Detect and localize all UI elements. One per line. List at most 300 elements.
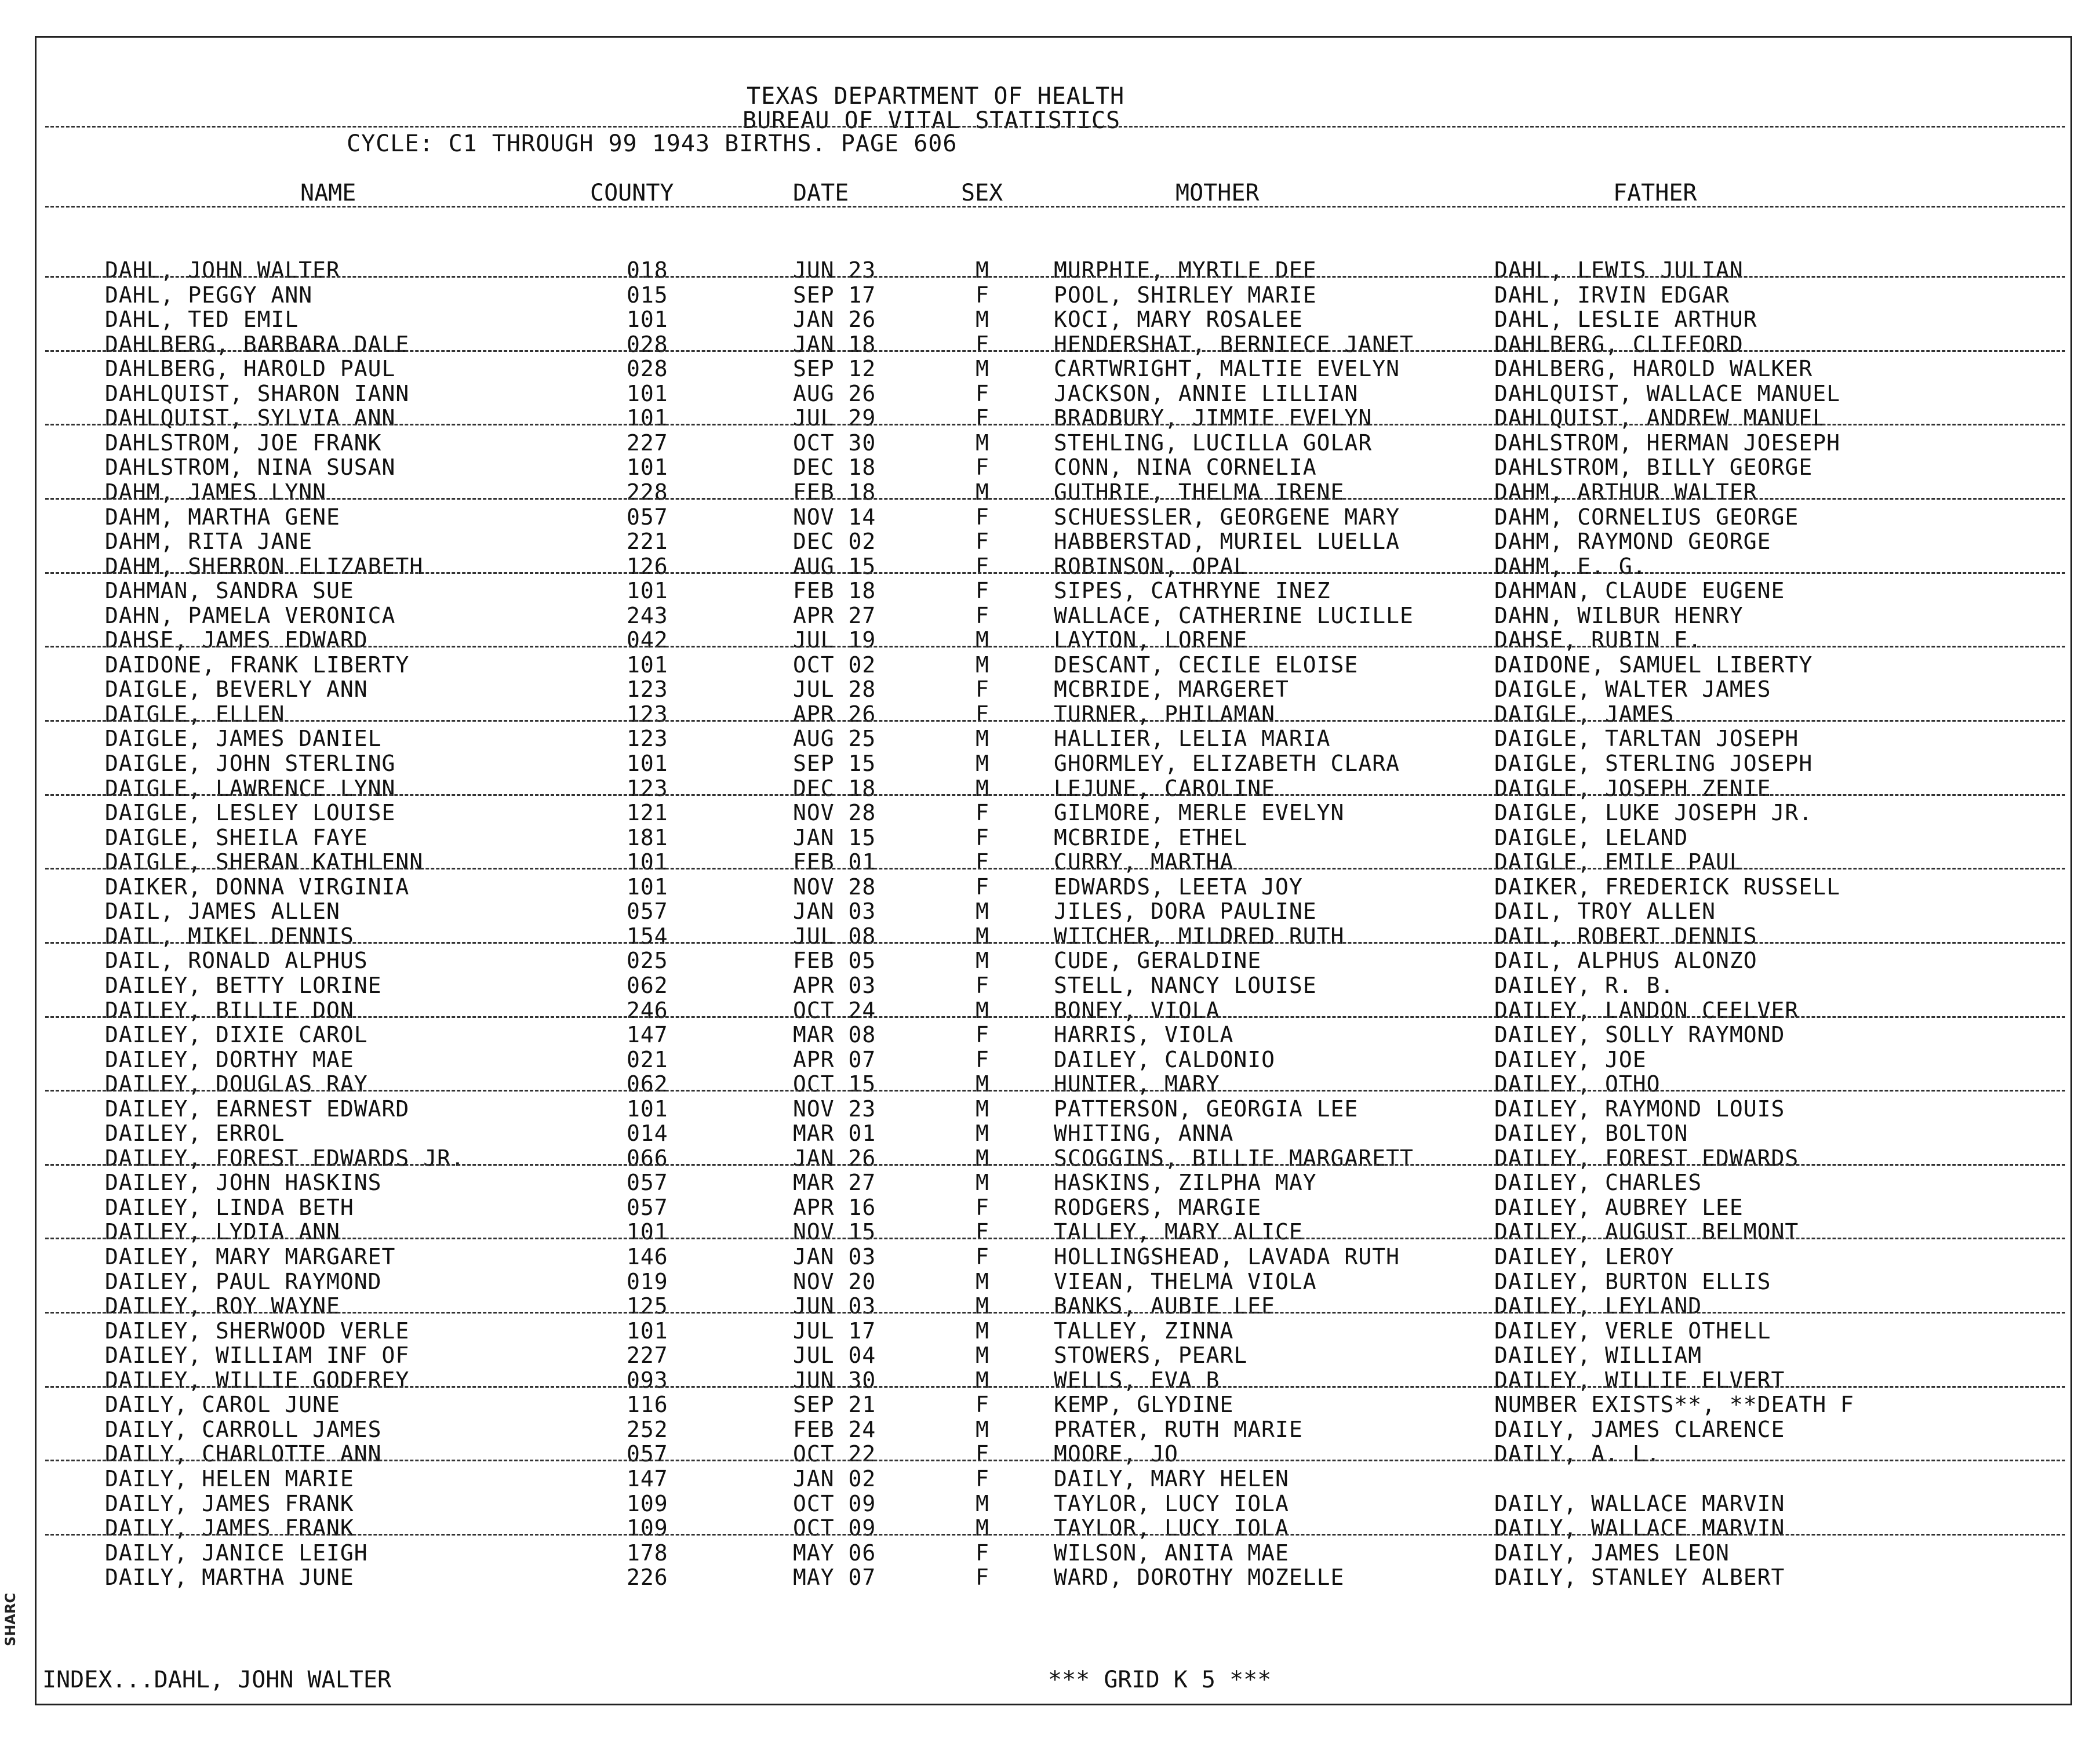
- cell-county: 057: [627, 504, 668, 530]
- cell-name: DAILEY, BETTY LORINE: [105, 972, 382, 998]
- cell-sex: M: [976, 1120, 989, 1147]
- cell-name: DAHL, TED EMIL: [105, 307, 299, 333]
- cell-county: 101: [627, 849, 668, 875]
- cell-sex: F: [976, 800, 989, 826]
- cell-mother: PRATER, RUTH MARIE: [1054, 1416, 1303, 1442]
- cell-father: DAILEY, SOLLY RAYMOND: [1494, 1022, 1785, 1048]
- cell-date: DEC 18: [793, 454, 876, 481]
- cell-name: DAHN, PAMELA VERONICA: [105, 602, 396, 628]
- cell-name: DAHMAN, SANDRA SUE: [105, 578, 354, 604]
- cell-sex: F: [976, 405, 989, 431]
- cycle-line: CYCLE: C1 THROUGH 99 1943 BIRTHS. PAGE 606: [347, 130, 958, 157]
- cell-date: JAN 03: [793, 898, 876, 925]
- cell-mother: GUTHRIE, THELMA IRENE: [1054, 479, 1345, 505]
- cell-father: DAILEY, FOREST EDWARDS: [1494, 1145, 1799, 1171]
- cell-father: DAIGLE, LELAND: [1494, 824, 1688, 850]
- cell-name: DAILEY, FOREST EDWARDS JR.: [105, 1145, 465, 1171]
- cell-sex: M: [976, 1096, 989, 1122]
- cell-date: JUN 03: [793, 1293, 876, 1319]
- cell-father: DAIGLE, LUKE JOSEPH JR.: [1494, 800, 1813, 826]
- table-row: [37, 1565, 2065, 1589]
- table-row: [37, 1195, 2065, 1220]
- cell-father: DAILEY, VERLE OTHELL: [1494, 1318, 1771, 1344]
- cell-father: DAHLSTROM, HERMAN JOESEPH: [1494, 430, 1840, 456]
- cell-date: DEC 02: [793, 529, 876, 555]
- cell-father: DAILEY, WILLIAM: [1494, 1343, 1702, 1369]
- cell-mother: HASKINS, ZILPHA MAY: [1054, 1170, 1317, 1196]
- cell-mother: DAILY, MARY HELEN: [1054, 1465, 1289, 1491]
- cell-date: AUG 25: [793, 726, 876, 752]
- cell-name: DAHL, PEGGY ANN: [105, 282, 313, 308]
- cell-father: DAHM, E. G.: [1494, 553, 1647, 579]
- cell-mother: MCBRIDE, ETHEL: [1054, 824, 1248, 850]
- cell-mother: WITCHER, MILDRED RUTH: [1054, 923, 1345, 949]
- cell-county: 246: [627, 997, 668, 1023]
- cell-date: MAY 07: [793, 1565, 876, 1591]
- cell-date: MAR 27: [793, 1170, 876, 1196]
- cell-county: 121: [627, 800, 668, 826]
- table-row: [37, 1047, 2065, 1072]
- side-stamp: SHARC: [2, 1592, 19, 1646]
- table-row: [37, 1220, 2065, 1244]
- cell-county: 101: [627, 1096, 668, 1122]
- cell-sex: M: [976, 627, 989, 653]
- cell-name: DAIGLE, SHERAN KATHLENN: [105, 849, 424, 875]
- cell-mother: WHITING, ANNA: [1054, 1120, 1234, 1147]
- cell-father: DAHM, CORNELIUS GEORGE: [1494, 504, 1799, 530]
- cell-name: DAHM, RITA JANE: [105, 529, 313, 555]
- cell-sex: F: [976, 380, 989, 406]
- table-row: [37, 1146, 2065, 1170]
- cell-date: JUL 28: [793, 676, 876, 703]
- cell-date: JAN 03: [793, 1244, 876, 1269]
- cell-father: DAIL, ALPHUS ALONZO: [1494, 948, 1757, 974]
- cell-sex: M: [976, 923, 989, 949]
- table-row: [37, 702, 2065, 726]
- cell-county: 101: [627, 751, 668, 776]
- cell-mother: KOCI, MARY ROSALEE: [1054, 307, 1303, 333]
- cell-name: DAILEY, PAUL RAYMOND: [105, 1268, 382, 1294]
- cell-mother: MCBRIDE, MARGERET: [1054, 676, 1289, 703]
- cell-sex: M: [976, 257, 989, 283]
- cell-county: 042: [627, 627, 668, 653]
- cell-date: FEB 18: [793, 479, 876, 505]
- cell-mother: WALLACE, CATHERINE LUCILLE: [1054, 602, 1414, 628]
- cell-sex: M: [976, 1416, 989, 1442]
- cell-name: DAILEY, LINDA BETH: [105, 1194, 354, 1220]
- cell-county: 252: [627, 1416, 668, 1442]
- cell-date: APR 27: [793, 602, 876, 628]
- cell-name: DAHLQUIST, SYLVIA ANN: [105, 405, 396, 431]
- cell-father: DAILY, A. L.: [1494, 1441, 1661, 1467]
- cell-sex: F: [976, 504, 989, 530]
- cell-date: OCT 09: [793, 1515, 876, 1541]
- cell-mother: TALLEY, MARY ALICE: [1054, 1219, 1303, 1245]
- cell-county: 146: [627, 1244, 668, 1269]
- table-row: [37, 1541, 2065, 1565]
- cell-mother: LEJUNE, CAROLINE: [1054, 775, 1276, 801]
- cell-mother: KEMP, GLYDINE: [1054, 1392, 1234, 1418]
- table-row: [37, 875, 2065, 899]
- cell-county: 147: [627, 1465, 668, 1491]
- cell-sex: M: [976, 1268, 989, 1294]
- cell-date: FEB 18: [793, 578, 876, 604]
- cell-name: DAILEY, BILLIE DON: [105, 997, 354, 1023]
- cell-county: 228: [627, 479, 668, 505]
- cell-mother: HARRIS, VIOLA: [1054, 1022, 1234, 1048]
- table-row: [37, 948, 2065, 973]
- cell-sex: M: [976, 726, 989, 752]
- table-row: [37, 1491, 2065, 1516]
- bureau-title: BUREAU OF VITAL STATISTICS: [743, 107, 1121, 134]
- cell-county: 123: [627, 775, 668, 801]
- cell-county: 123: [627, 726, 668, 752]
- cell-name: DAILEY, DOUGLAS RAY: [105, 1071, 368, 1097]
- cell-date: JUL 19: [793, 627, 876, 653]
- cell-mother: MOORE, JO: [1054, 1441, 1178, 1467]
- cell-mother: MURPHIE, MYRTLE DEE: [1054, 257, 1317, 283]
- cell-date: APR 26: [793, 701, 876, 727]
- cell-father: DAHLQUIST, ANDREW MANUEL: [1494, 405, 1827, 431]
- cell-sex: M: [976, 1515, 989, 1541]
- cell-sex: F: [976, 1046, 989, 1072]
- cell-county: 057: [627, 1441, 668, 1467]
- cell-date: SEP 15: [793, 751, 876, 776]
- cell-sex: M: [976, 1071, 989, 1097]
- cell-mother: POOL, SHIRLEY MARIE: [1054, 282, 1317, 308]
- cell-date: OCT 22: [793, 1441, 876, 1467]
- table-row: [37, 677, 2065, 701]
- table-row: [37, 1417, 2065, 1442]
- cell-name: DAHLBERG, BARBARA DALE: [105, 331, 410, 357]
- cell-name: DAIKER, DONNA VIRGINIA: [105, 874, 410, 900]
- cell-name: DAIGLE, SHEILA FAYE: [105, 824, 368, 850]
- cell-name: DAILEY, SHERWOOD VERLE: [105, 1318, 410, 1344]
- table-row: [37, 1442, 2065, 1466]
- cell-mother: HUNTER, MARY: [1054, 1071, 1220, 1097]
- cell-name: DAILY, MARTHA JUNE: [105, 1565, 354, 1591]
- cell-mother: GHORMLEY, ELIZABETH CLARA: [1054, 751, 1400, 776]
- table-row: [37, 356, 2065, 381]
- table-row: [37, 1392, 2065, 1417]
- cell-date: OCT 09: [793, 1490, 876, 1516]
- cell-name: DAIGLE, JAMES DANIEL: [105, 726, 382, 752]
- cell-date: JUN 30: [793, 1367, 876, 1393]
- cell-name: DAIGLE, LESLEY LOUISE: [105, 800, 396, 826]
- cell-sex: F: [976, 1219, 989, 1245]
- cell-name: DAHM, MARTHA GENE: [105, 504, 340, 530]
- cell-date: MAY 06: [793, 1540, 876, 1566]
- cell-mother: HALLIER, LELIA MARIA: [1054, 726, 1331, 752]
- cell-sex: M: [976, 948, 989, 974]
- cell-father: DAHM, ARTHUR WALTER: [1494, 479, 1757, 505]
- table-row: [37, 258, 2065, 282]
- cell-mother: SIPES, CATHRYNE INEZ: [1054, 578, 1331, 604]
- cell-mother: JILES, DORA PAULINE: [1054, 898, 1317, 925]
- cell-sex: F: [976, 824, 989, 850]
- cell-county: 109: [627, 1490, 668, 1516]
- table-row: [37, 1072, 2065, 1096]
- column-header-name: NAME: [300, 180, 356, 206]
- cell-date: OCT 30: [793, 430, 876, 456]
- cell-county: 101: [627, 454, 668, 481]
- cell-county: 015: [627, 282, 668, 308]
- cell-father: DAHLQUIST, WALLACE MANUEL: [1494, 380, 1840, 406]
- cell-county: 019: [627, 1268, 668, 1294]
- cell-date: JUN 23: [793, 257, 876, 283]
- cell-name: DAILEY, MARY MARGARET: [105, 1244, 396, 1269]
- cell-father: DAILEY, LANDON CEELVER: [1494, 997, 1799, 1023]
- cell-county: 057: [627, 1170, 668, 1196]
- cell-mother: SCOGGINS, BILLIE MARGARETT: [1054, 1145, 1414, 1171]
- cell-mother: CONN, NINA CORNELIA: [1054, 454, 1317, 481]
- cell-sex: F: [976, 972, 989, 998]
- cell-date: MAR 01: [793, 1120, 876, 1147]
- table-row: [37, 579, 2065, 603]
- cell-sex: M: [976, 1293, 989, 1319]
- cell-father: DAIKER, FREDERICK RUSSELL: [1494, 874, 1840, 900]
- cell-county: 101: [627, 1219, 668, 1245]
- cell-mother: STEHLING, LUCILLA GOLAR: [1054, 430, 1373, 456]
- table-row: [37, 529, 2065, 554]
- cell-sex: F: [976, 454, 989, 481]
- cell-name: DAIGLE, BEVERLY ANN: [105, 676, 368, 703]
- table-row: [37, 1294, 2065, 1318]
- cell-county: 101: [627, 307, 668, 333]
- table-row: [37, 1368, 2065, 1392]
- cell-father: DAIGLE, JOSEPH ZENIE: [1494, 775, 1771, 801]
- cell-mother: HOLLINGSHEAD, LAVADA RUTH: [1054, 1244, 1400, 1269]
- cell-sex: M: [976, 1170, 989, 1196]
- column-header-date: DATE: [793, 180, 849, 206]
- cell-county: 021: [627, 1046, 668, 1072]
- cell-sex: F: [976, 331, 989, 357]
- table-row: [37, 628, 2065, 652]
- cell-date: JAN 18: [793, 331, 876, 357]
- cell-sex: M: [976, 356, 989, 382]
- cell-date: NOV 28: [793, 800, 876, 826]
- cell-county: 227: [627, 1343, 668, 1369]
- cell-father: DAILY, JAMES CLARENCE: [1494, 1416, 1785, 1442]
- table-row: [37, 1097, 2065, 1121]
- cell-name: DAIL, RONALD ALPHUS: [105, 948, 368, 974]
- table-row: [37, 1121, 2065, 1145]
- cell-sex: F: [976, 578, 989, 604]
- cell-name: DAILY, CAROL JUNE: [105, 1392, 340, 1418]
- cell-county: 101: [627, 1318, 668, 1344]
- cell-name: DAILEY, WILLIE GODFREY: [105, 1367, 410, 1393]
- table-row: [37, 554, 2065, 579]
- cell-sex: M: [976, 1343, 989, 1369]
- cell-county: 125: [627, 1293, 668, 1319]
- cell-mother: LAYTON, LORENE: [1054, 627, 1248, 653]
- cell-name: DAILEY, WILLIAM INF OF: [105, 1343, 410, 1369]
- cell-sex: F: [976, 1194, 989, 1220]
- cell-mother: DESCANT, CECILE ELOISE: [1054, 652, 1359, 678]
- cell-name: DAHL, JOHN WALTER: [105, 257, 340, 283]
- grid-reference: *** GRID K 5 ***: [1048, 1667, 1272, 1693]
- cell-county: 123: [627, 676, 668, 703]
- cell-name: DAHLBERG, HAROLD PAUL: [105, 356, 396, 382]
- table-row: [37, 776, 2065, 801]
- cell-date: FEB 05: [793, 948, 876, 974]
- cell-county: 123: [627, 701, 668, 727]
- cell-name: DAHLQUIST, SHARON IANN: [105, 380, 410, 406]
- cell-sex: M: [976, 307, 989, 333]
- cell-name: DAILY, JAMES FRANK: [105, 1515, 354, 1541]
- cell-county: 093: [627, 1367, 668, 1393]
- cell-date: NOV 23: [793, 1096, 876, 1122]
- cell-sex: F: [976, 282, 989, 308]
- cell-date: DEC 18: [793, 775, 876, 801]
- cell-mother: ROBINSON, OPAL: [1054, 553, 1248, 579]
- table-row: [37, 924, 2065, 948]
- cell-mother: RODGERS, MARGIE: [1054, 1194, 1262, 1220]
- cell-father: DAILY, JAMES LEON: [1494, 1540, 1730, 1566]
- cell-county: 243: [627, 602, 668, 628]
- cell-sex: F: [976, 602, 989, 628]
- cell-mother: TAYLOR, LUCY IOLA: [1054, 1515, 1289, 1541]
- cell-father: DAIDONE, SAMUEL LIBERTY: [1494, 652, 1813, 678]
- cell-date: JUL 04: [793, 1343, 876, 1369]
- cell-father: DAILEY, AUBREY LEE: [1494, 1194, 1744, 1220]
- cell-sex: M: [976, 751, 989, 776]
- cell-mother: BANKS, AUBIE LEE: [1054, 1293, 1276, 1319]
- cell-date: JAN 15: [793, 824, 876, 850]
- cell-name: DAILEY, DIXIE CAROL: [105, 1022, 368, 1048]
- cell-county: 057: [627, 898, 668, 925]
- column-header-county: COUNTY: [590, 180, 674, 206]
- cell-county: 028: [627, 356, 668, 382]
- cell-name: DAHM, JAMES LYNN: [105, 479, 327, 505]
- cell-county: 028: [627, 331, 668, 357]
- cell-sex: F: [976, 1565, 989, 1591]
- cell-mother: JACKSON, ANNIE LILLIAN: [1054, 380, 1359, 406]
- department-title: TEXAS DEPARTMENT OF HEALTH: [747, 83, 1125, 110]
- cell-father: DAILEY, BOLTON: [1494, 1120, 1688, 1147]
- cell-father: DAILEY, RAYMOND LOUIS: [1494, 1096, 1785, 1122]
- cell-date: JUL 17: [793, 1318, 876, 1344]
- cell-father: DAILEY, CHARLES: [1494, 1170, 1702, 1196]
- cell-date: JUL 29: [793, 405, 876, 431]
- cell-name: DAILY, CHARLOTTE ANN: [105, 1441, 382, 1467]
- column-header-father: FATHER: [1613, 180, 1697, 206]
- cell-date: NOV 14: [793, 504, 876, 530]
- cell-father: DAILY, WALLACE MARVIN: [1494, 1515, 1785, 1541]
- cell-father: DAIGLE, JAMES: [1494, 701, 1675, 727]
- cell-sex: F: [976, 676, 989, 703]
- cell-father: DAHL, IRVIN EDGAR: [1494, 282, 1730, 308]
- cell-sex: M: [976, 652, 989, 678]
- table-row: [37, 1245, 2065, 1269]
- cell-date: OCT 15: [793, 1071, 876, 1097]
- cell-date: SEP 17: [793, 282, 876, 308]
- cell-name: DAHLSTROM, NINA SUSAN: [105, 454, 396, 481]
- cell-name: DAHSE, JAMES EDWARD: [105, 627, 368, 653]
- cell-date: NOV 28: [793, 874, 876, 900]
- cell-father: DAHSE, RUBIN E.: [1494, 627, 1702, 653]
- cell-father: DAHLBERG, HAROLD WALKER: [1494, 356, 1813, 382]
- table-row: [37, 726, 2065, 751]
- table-row: [37, 751, 2065, 776]
- table-row: [37, 332, 2065, 356]
- cell-father: DAIGLE, TARLTAN JOSEPH: [1494, 726, 1799, 752]
- cell-name: DAIGLE, JOHN STERLING: [105, 751, 396, 776]
- cell-date: OCT 02: [793, 652, 876, 678]
- cell-mother: PATTERSON, GEORGIA LEE: [1054, 1096, 1359, 1122]
- cell-county: 014: [627, 1120, 668, 1147]
- cell-sex: F: [976, 874, 989, 900]
- cell-date: SEP 21: [793, 1392, 876, 1418]
- cell-county: 154: [627, 923, 668, 949]
- cell-father: DAHMAN, CLAUDE EUGENE: [1494, 578, 1785, 604]
- table-row: [37, 307, 2065, 332]
- table-row: [37, 1516, 2065, 1540]
- cell-father: DAILEY, OTHO: [1494, 1071, 1661, 1097]
- table-row: [37, 973, 2065, 998]
- cell-sex: F: [976, 553, 989, 579]
- cell-father: DAIGLE, STERLING JOSEPH: [1494, 751, 1813, 776]
- cell-name: DAHM, SHERRON ELIZABETH: [105, 553, 424, 579]
- cell-county: 147: [627, 1022, 668, 1048]
- index-label: INDEX...DAHL, JOHN WALTER: [42, 1667, 392, 1693]
- cell-father: DAHM, RAYMOND GEORGE: [1494, 529, 1771, 555]
- cell-county: 181: [627, 824, 668, 850]
- cell-sex: F: [976, 701, 989, 727]
- cell-mother: GILMORE, MERLE EVELYN: [1054, 800, 1345, 826]
- cell-name: DAIGLE, LAWRENCE LYNN: [105, 775, 396, 801]
- table-row: [37, 899, 2065, 923]
- column-header-mother: MOTHER: [1175, 180, 1260, 206]
- cell-mother: TURNER, PHILAMAN: [1054, 701, 1276, 727]
- cell-county: 062: [627, 972, 668, 998]
- cell-father: DAIL, ROBERT DENNIS: [1494, 923, 1757, 949]
- cell-mother: TALLEY, ZINNA: [1054, 1318, 1234, 1344]
- cell-father: DAILEY, LEYLAND: [1494, 1293, 1702, 1319]
- cell-father: DAILY, STANLEY ALBERT: [1494, 1565, 1785, 1591]
- record-sheet: [35, 36, 2072, 1705]
- cell-sex: F: [976, 1540, 989, 1566]
- cell-name: DAHLSTROM, JOE FRANK: [105, 430, 382, 456]
- cell-name: DAILY, JANICE LEIGH: [105, 1540, 368, 1566]
- cell-date: NOV 20: [793, 1268, 876, 1294]
- cell-father: DAIL, TROY ALLEN: [1494, 898, 1716, 925]
- cell-name: DAIL, MIKEL DENNIS: [105, 923, 354, 949]
- cell-sex: M: [976, 1318, 989, 1344]
- cell-father: DAIGLE, EMILE PAUL: [1494, 849, 1744, 875]
- cell-sex: M: [976, 997, 989, 1023]
- cell-county: 101: [627, 380, 668, 406]
- cell-name: DAILEY, LYDIA ANN: [105, 1219, 340, 1245]
- cell-date: JAN 26: [793, 307, 876, 333]
- cell-mother: TAYLOR, LUCY IOLA: [1054, 1490, 1289, 1516]
- cell-father: DAHL, LESLIE ARTHUR: [1494, 307, 1757, 333]
- cell-date: MAR 08: [793, 1022, 876, 1048]
- cell-sex: M: [976, 1145, 989, 1171]
- table-row: [37, 850, 2065, 874]
- table-row: [37, 801, 2065, 825]
- cell-father: DAHLSTROM, BILLY GEORGE: [1494, 454, 1813, 481]
- cell-county: 025: [627, 948, 668, 974]
- cell-date: APR 03: [793, 972, 876, 998]
- table-row: [37, 431, 2065, 455]
- cell-mother: WILSON, ANITA MAE: [1054, 1540, 1289, 1566]
- cell-sex: F: [976, 1441, 989, 1467]
- cell-father: NUMBER EXISTS**, **DEATH F: [1494, 1392, 1854, 1418]
- cell-mother: CURRY, MARTHA: [1054, 849, 1234, 875]
- cell-mother: CARTWRIGHT, MALTIE EVELYN: [1054, 356, 1400, 382]
- cell-sex: M: [976, 1490, 989, 1516]
